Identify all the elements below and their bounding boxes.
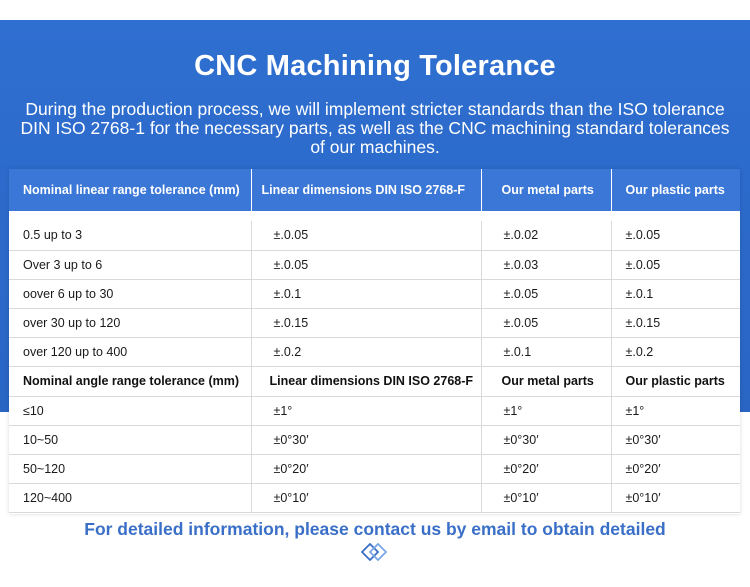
plastic-value-cell: ±0°30′	[611, 425, 740, 454]
linear-table-header	[9, 169, 740, 211]
metal-value-cell: ±0°30′	[481, 425, 611, 454]
din-value-cell: ±.0.05	[251, 250, 481, 279]
table-row	[9, 250, 740, 279]
din-value-cell: ±0°20′	[251, 454, 481, 483]
metal-value-cell: ±.0.05	[481, 279, 611, 308]
metal-value-cell: ±0°20′	[481, 454, 611, 483]
diamond-logo-icon	[361, 542, 387, 562]
header-metal-parts: Our metal parts	[481, 169, 611, 211]
din-value-cell: ±.0.2	[251, 337, 481, 366]
table-row	[9, 454, 740, 483]
plastic-value-cell: ±.0.1	[611, 279, 740, 308]
plastic-value-cell: ±.0.2	[611, 337, 740, 366]
metal-value-cell: ±.0.02	[481, 221, 611, 250]
range-cell: 50~120	[9, 454, 251, 483]
din-value-cell: ±.0.05	[251, 221, 481, 250]
header-plastic-parts-angle: Our plastic parts	[611, 366, 740, 396]
din-value-cell: ±0°10′	[251, 483, 481, 512]
header-metal-parts-angle: Our metal parts	[481, 366, 611, 396]
table-row	[9, 337, 740, 366]
header-nominal-angle: Nominal angle range tolerance (mm)	[9, 366, 251, 396]
metal-value-cell: ±.0.1	[481, 337, 611, 366]
range-cell: oover 6 up to 30	[9, 279, 251, 308]
plastic-value-cell: ±1°	[611, 396, 740, 425]
range-cell: 0.5 up to 3	[9, 221, 251, 250]
metal-value-cell: ±0°10′	[481, 483, 611, 512]
range-cell: 10~50	[9, 425, 251, 454]
table-row	[9, 279, 740, 308]
contact-footer-text: For detailed information, please contact us by email to obtain detailed	[84, 519, 666, 539]
plastic-value-cell: ±0°20′	[611, 454, 740, 483]
table-row	[9, 221, 740, 250]
plastic-value-cell: ±.0.15	[611, 308, 740, 337]
din-value-cell: ±.0.15	[251, 308, 481, 337]
page-title: CNC Machining Tolerance	[194, 50, 556, 82]
range-cell: over 30 up to 120	[9, 308, 251, 337]
plastic-value-cell: ±.0.05	[611, 250, 740, 279]
tolerance-table	[9, 169, 740, 514]
header-din-linear: Linear dimensions DIN ISO 2768-F	[251, 169, 481, 211]
metal-value-cell: ±.0.03	[481, 250, 611, 279]
angle-table-header	[9, 366, 740, 396]
table-row	[9, 396, 740, 425]
metal-value-cell: ±.0.05	[481, 308, 611, 337]
din-value-cell: ±1°	[251, 396, 481, 425]
intro-text: During the production process, we will implement stricter standards than the ISO tolerance DIN ISO 2768-1 for the necessary parts, as well as the CNC machining standard tolerances of our machines.	[20, 99, 730, 157]
plastic-value-cell: ±.0.05	[611, 221, 740, 250]
range-cell: over 120 up to 400	[9, 337, 251, 366]
table-row	[9, 483, 740, 512]
table-row	[9, 308, 740, 337]
header-plastic-parts: Our plastic parts	[611, 169, 740, 211]
plastic-value-cell: ±0°10′	[611, 483, 740, 512]
din-value-cell: ±0°30′	[251, 425, 481, 454]
metal-value-cell: ±1°	[481, 396, 611, 425]
header-din-angle: Linear dimensions DIN ISO 2768-F	[251, 366, 481, 396]
range-cell: Over 3 up to 6	[9, 250, 251, 279]
table-row	[9, 425, 740, 454]
range-cell: 120~400	[9, 483, 251, 512]
header-nominal-linear: Nominal linear range tolerance (mm)	[9, 169, 251, 211]
range-cell: ≤10	[9, 396, 251, 425]
din-value-cell: ±.0.1	[251, 279, 481, 308]
